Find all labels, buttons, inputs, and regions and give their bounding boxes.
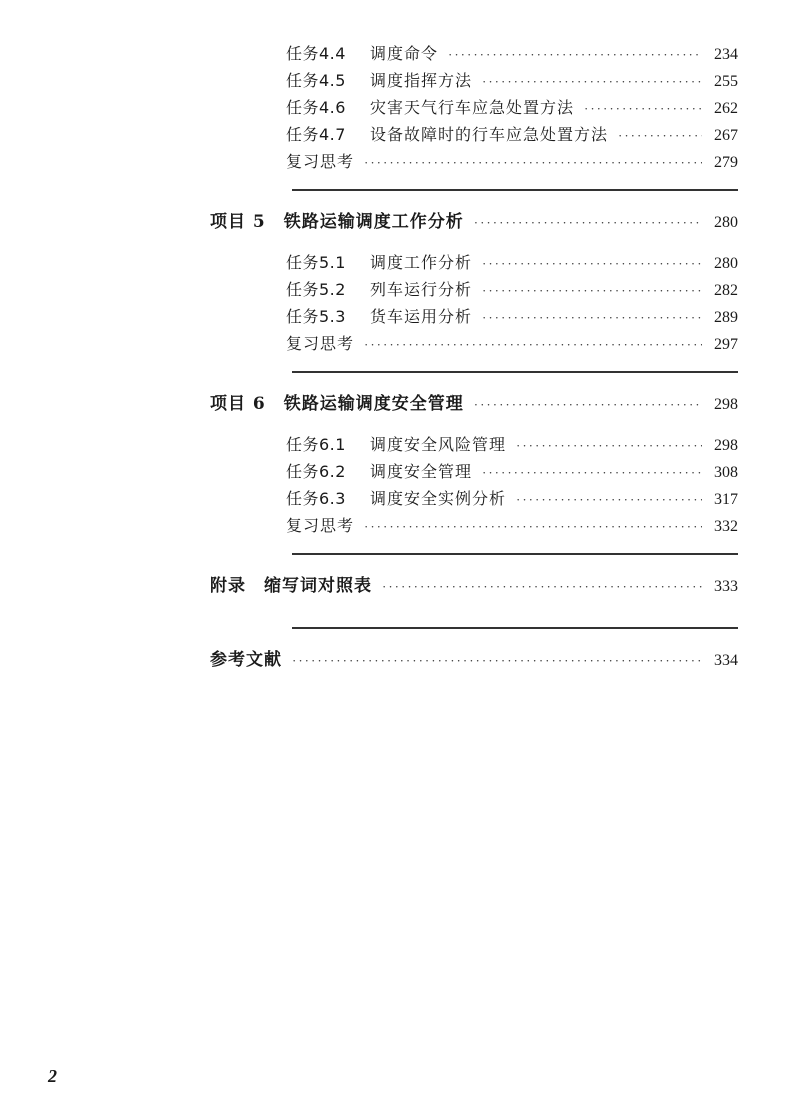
entry-number: 任务6.1 xyxy=(286,435,346,454)
toc-entry-4-6[interactable] xyxy=(286,98,738,119)
dot-leader xyxy=(474,212,702,234)
entry-number: 任务5.3 xyxy=(286,307,346,326)
dot-leader xyxy=(482,281,702,301)
entry-page: 332 xyxy=(714,518,738,535)
entry-number: 任务4.5 xyxy=(286,71,346,90)
appendix-title: 缩写词对照表 xyxy=(264,576,372,596)
dot-leader xyxy=(618,126,702,146)
dot-leader xyxy=(584,99,702,119)
entry-number: 任务6.3 xyxy=(286,489,346,508)
entry-number: 任务5.1 xyxy=(286,253,346,272)
toc-entry-project-6[interactable] xyxy=(210,393,738,416)
dot-leader xyxy=(482,463,702,483)
toc-entry-review-5[interactable] xyxy=(286,334,738,355)
entry-title: 调度指挥方法 xyxy=(370,71,473,90)
entry-page: 279 xyxy=(714,154,738,171)
project-number: 项目 6 xyxy=(210,394,266,414)
entry-number: 任务6.2 xyxy=(286,462,346,481)
dot-leader xyxy=(516,436,702,456)
entry-title: 复习思考 xyxy=(286,334,355,353)
entry-page: 289 xyxy=(714,309,738,326)
entry-title: 列车运行分析 xyxy=(370,280,473,299)
entry-title: 复习思考 xyxy=(286,152,355,171)
entry-number: 任务5.2 xyxy=(286,280,346,299)
entry-number: 任务4.7 xyxy=(286,125,346,144)
toc-entry-references[interactable] xyxy=(210,649,738,672)
dot-leader xyxy=(364,335,702,355)
entry-page: 297 xyxy=(714,336,738,353)
entry-number: 任务4.4 xyxy=(286,44,346,63)
entry-title: 调度安全风险管理 xyxy=(370,435,507,454)
toc-entry-5-3[interactable] xyxy=(286,307,738,328)
section-divider xyxy=(292,189,738,191)
entry-title: 调度安全管理 xyxy=(370,462,473,481)
section-divider xyxy=(292,553,738,555)
dot-leader xyxy=(364,153,702,173)
references-title: 参考文献 xyxy=(210,650,282,670)
entry-title: 调度命令 xyxy=(370,44,439,63)
entry-title: 调度安全实例分析 xyxy=(370,489,507,508)
entry-number: 任务4.6 xyxy=(286,98,346,117)
entry-page: 334 xyxy=(714,652,738,669)
appendix-label: 附录 xyxy=(210,576,246,596)
dot-leader xyxy=(382,576,702,598)
project-title: 铁路运输调度安全管理 xyxy=(283,394,464,414)
dot-leader xyxy=(364,517,702,537)
entry-title: 设备故障时的行车应急处置方法 xyxy=(370,125,609,144)
toc-entry-appendix[interactable] xyxy=(210,575,738,598)
toc-entry-review-6[interactable] xyxy=(286,516,738,537)
entry-page: 255 xyxy=(714,73,738,90)
toc-entry-review-4[interactable] xyxy=(286,152,738,173)
section-divider xyxy=(292,627,738,629)
toc-entry-4-5[interactable] xyxy=(286,71,738,92)
entry-title: 灾害天气行车应急处置方法 xyxy=(370,98,575,117)
toc-entry-5-1[interactable] xyxy=(286,253,738,274)
toc-entry-4-7[interactable] xyxy=(286,125,738,146)
entry-title: 复习思考 xyxy=(286,516,355,535)
entry-page: 262 xyxy=(714,100,738,117)
entry-page: 333 xyxy=(714,578,738,595)
entry-page: 308 xyxy=(714,464,738,481)
entry-page: 234 xyxy=(714,46,738,63)
dot-leader xyxy=(292,650,702,672)
entry-page: 298 xyxy=(714,437,738,454)
entry-page: 267 xyxy=(714,127,738,144)
entry-page: 280 xyxy=(714,255,738,272)
toc-entry-6-1[interactable] xyxy=(286,435,738,456)
dot-leader xyxy=(516,490,702,510)
page-number: 2 xyxy=(48,1066,57,1086)
project-title: 铁路运输调度工作分析 xyxy=(283,212,464,232)
project-number: 项目 5 xyxy=(210,212,266,232)
dot-leader xyxy=(482,308,702,328)
dot-leader xyxy=(448,45,702,65)
dot-leader xyxy=(482,254,702,274)
toc-entry-project-5[interactable] xyxy=(210,211,738,234)
toc-entry-4-4[interactable] xyxy=(286,44,738,65)
toc-entry-6-2[interactable] xyxy=(286,462,738,483)
toc-entry-6-3[interactable] xyxy=(286,489,738,510)
dot-leader xyxy=(474,394,702,416)
entry-page: 298 xyxy=(714,396,738,413)
entry-title: 货车运用分析 xyxy=(370,307,473,326)
entry-page: 280 xyxy=(714,214,738,231)
entry-page: 317 xyxy=(714,491,738,508)
toc-entry-5-2[interactable] xyxy=(286,280,738,301)
section-divider xyxy=(292,371,738,373)
dot-leader xyxy=(482,72,702,92)
entry-title: 调度工作分析 xyxy=(370,253,473,272)
entry-page: 282 xyxy=(714,282,738,299)
